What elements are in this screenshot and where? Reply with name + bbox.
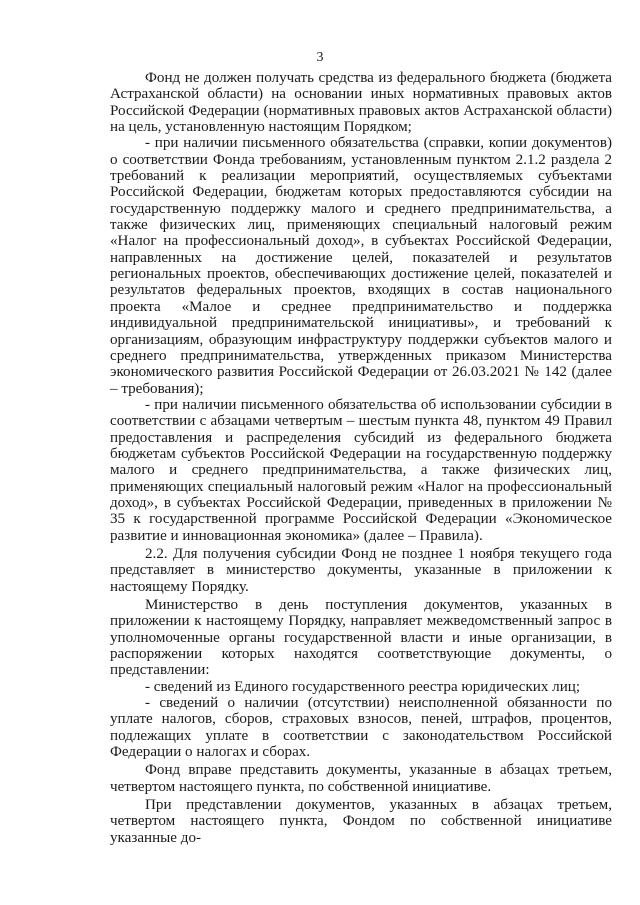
paragraph-written-obligation-requirements: - при наличии письменного обязательства (справки, копии документов) о соответствии Фонда требованиям, установленным пунктом 2.1.2 раздела 2 требований к реализации мероприятий, осуществляемых субъектами Российской Федерации, бюджетам которых предоставляются субсидии на государственную поддержку малого и среднего предпринимательства, а также физических лиц, применяющих специальный налоговый режим «Налог на профессиональный доход», в субъектах Российской Федерации, направленных на достижение целей, показателей и результатов региональных проектов, обеспечивающих достижение целей, показателей и результатов федеральных проектов, входящих в состав национального проекта «Малое и среднее предпринимательство и поддержка индивидуальной предпринимательской инициативы», и требований к организациям, образующим инфраструктуру поддержки субъектов малого и среднего предпринимательства, утвержденных приказом Министерства экономического развития Российской Федерации от 26.03.2021 № 142 (далее – требования);: [110, 135, 612, 397]
paragraph-ministry-request: Министерство в день поступления документов, указанных в приложении к настоящему Порядку, направляет межведомственный запрос в уполномоченные органы государственной власти и иные организации, в распоряжении которых находятся соответствующие документы, о представлении:: [110, 597, 612, 679]
paragraph-fund-own-initiative: Фонд вправе представить документы, указанные в абзацах третьем, четвертом настоящего пункта, по собственной инициативе.: [110, 762, 612, 795]
paragraph-egrul-info: - сведений из Единого государственного реестра юридических лиц;: [145, 678, 581, 695]
paragraph-tax-obligations: - сведений о наличии (отсутствии) неисполненной обязанности по уплате налогов, сборов, страховых взносов, пеней, штрафов, процентов, подлежащих уплате в соответствии с законодательством Российской Федерации о налогах и сборах.: [110, 695, 612, 761]
paragraph-written-obligation-subsidy-use: - при наличии письменного обязательства об использовании субсидии в соответствии с абзацами четвертым – шестым пункта 48, пунктом 49 Правил предоставления и распределения субсидий из федерального бюджета бюджетам субъектов Российской Федерации на государственную поддержку малого и среднего предпринимательства, а также физических лиц, применяющих специальный налоговый режим «Налог на профессиональный доход», в субъектах Российской Федерации, приведенных в приложении № 35 к государственной программе Российской Федерации «Экономическое развитие и инновационная экономика» (далее – Правила).: [110, 396, 612, 544]
paragraph-fund-budget: Фонд не должен получать средства из федерального бюджета (бюджета Астраханской области) на основании иных нормативных правовых актов Российской Федерации (нормативных правовых актов Астраханской области) на цель, установленную настоящим Порядком;: [110, 70, 612, 136]
paragraph-section-2-2: 2.2. Для получения субсидии Фонд не позднее 1 ноября текущего года представляет в министерство документы, указанные в приложении к настоящему Порядку.: [110, 545, 612, 595]
document-body: [110, 70, 612, 846]
paragraph-document-submission: При представлении документов, указанных в абзацах третьем, четвертом настоящего пункта, Фондом по собственной инициативе указанные до-: [110, 797, 612, 846]
page-number: 3: [316, 50, 324, 65]
